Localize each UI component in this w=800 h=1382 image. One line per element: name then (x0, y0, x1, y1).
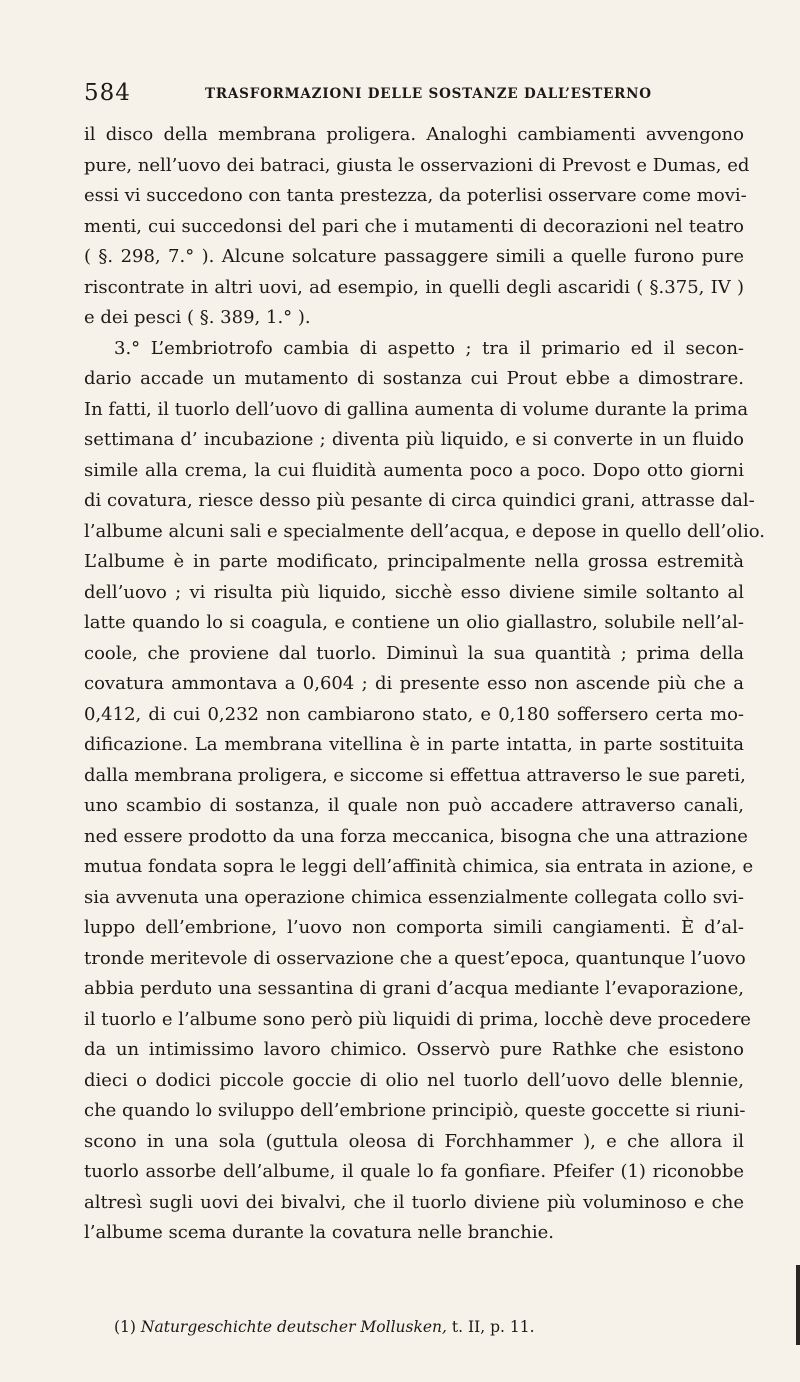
footnote-title: Naturgeschichte deutscher Mollusken, (140, 1318, 447, 1336)
text-line: abbia perduto una sessantina di grani d’acqua mediante l’evaporazione, (84, 978, 744, 999)
text-line: covatura ammontava a 0,604 ; di presente esso non ascende più che a (84, 673, 744, 694)
text-line: da un intimissimo lavoro chimico. Osservò pure Rathke che esistono (84, 1039, 744, 1060)
text-line: simile alla crema, la cui fluidità aumenta poco a poco. Dopo otto giorni (84, 459, 744, 481)
footnote-marker: (1) (114, 1318, 136, 1336)
text-line: l’albume scema durante la covatura nelle branchie. (84, 1222, 554, 1243)
text-line: tronde meritevole di osservazione che a quest’epoca, quantunque l’uovo (84, 947, 746, 969)
text-line: essi vi succedono con tanta prestezza, da poterlisi osservare come movi- (84, 185, 747, 206)
text-line: di covatura, riesce desso più pesante di circa quindici grani, attrasse dal- (84, 490, 755, 511)
text-line: latte quando lo si coagula, e contiene un olio giallastro, solubile nell’al- (84, 612, 744, 633)
text-line: dificazione. La membrana vitellina è in parte intatta, in parte sostituita (84, 734, 744, 755)
text-line: luppo dell’embrione, l’uovo non comporta simili cangiamenti. È d’al- (84, 917, 744, 938)
text-line: il tuorlo e l’albume sono però più liquidi di prima, locchè deve procedere (84, 1008, 751, 1030)
text-line: altresì sugli uovi dei bivalvi, che il tuorlo diviene più voluminoso e che (84, 1191, 744, 1213)
text-line: menti, cui succedonsi del pari che i mutamenti di decorazioni nel teatro (84, 215, 744, 237)
running-header: TRASFORMAZIONI DELLE SOSTANZE DALL’ESTERNO (205, 86, 652, 102)
page-edge-mark (796, 1265, 800, 1345)
page-number: 584 (84, 80, 131, 106)
text-line: settimana d’ incubazione ; diventa più liquido, e si converte in un fluido (84, 429, 744, 450)
text-line: ( §. 298, 7.° ). Alcune solcature passaggere simili a quelle furono pure (84, 246, 744, 267)
text-line: dell’uovo ; vi risulta più liquido, sicchè esso diviene simile soltanto al (84, 581, 744, 603)
text-line: pure, nell’uovo dei batraci, giusta le osservazioni di Prevost e Dumas, ed (84, 154, 750, 176)
text-line: dario accade un mutamento di sostanza cui Prout ebbe a dimostrare. (84, 368, 744, 389)
text-line: L’albume è in parte modificato, principalmente nella grossa estremità (84, 551, 744, 572)
text-line: In fatti, il tuorlo dell’uovo di gallina aumenta di volume durante la prima (84, 398, 749, 420)
text-line: e dei pesci ( §. 389, 1.° ). (84, 307, 311, 328)
body-text (84, 120, 765, 1249)
text-line: sia avvenuta una operazione chimica essenzialmente collegata collo svi- (84, 886, 744, 908)
text-line: il disco della membrana proligera. Analoghi cambiamenti avvengono (84, 124, 744, 145)
text-line: dieci o dodici piccole goccie di olio nel tuorlo dell’uovo delle blennie, (84, 1069, 744, 1091)
footnote-detail: t. II, p. 11. (451, 1318, 535, 1336)
text-line: che quando lo sviluppo dell’embrione principiò, queste goccette si riuni- (84, 1100, 746, 1121)
text-line: scono in una sola (guttula oleosa di Forchhammer ), e che allora il (84, 1130, 744, 1152)
text-line: mutua fondata sopra le leggi dell’affinità chimica, sia entrata in azione, e (84, 856, 754, 877)
text-line: coole, che proviene dal tuorlo. Diminuì la sua quantità ; prima della (84, 642, 744, 664)
text-line: riscontrate in altri uovi, ad esempio, in quelli degli ascaridi ( §.375, IV ) (84, 276, 744, 298)
text-line: uno scambio di sostanza, il quale non può accadere attraverso canali, (84, 795, 744, 816)
text-line: dalla membrana proligera, e siccome si effettua attraverso le sue pareti, (84, 764, 746, 786)
text-line: 3.° L’embriotrofo cambia di aspetto ; tra il primario ed il secon- (114, 337, 744, 359)
text-line: tuorlo assorbe dell’albume, il quale lo fa gonfiare. Pfeifer (1) riconobbe (84, 1161, 744, 1182)
footnote (114, 1318, 754, 1336)
text-line: l’albume alcuni sali e specialmente dell’acqua, e depose in quello dell’olio. (84, 520, 765, 542)
text-line: ned essere prodotto da una forza meccanica, bisogna che una attrazione (84, 825, 748, 847)
text-line: 0,412, di cui 0,232 non cambiarono stato, e 0,180 soffersero certa mo- (84, 703, 744, 725)
